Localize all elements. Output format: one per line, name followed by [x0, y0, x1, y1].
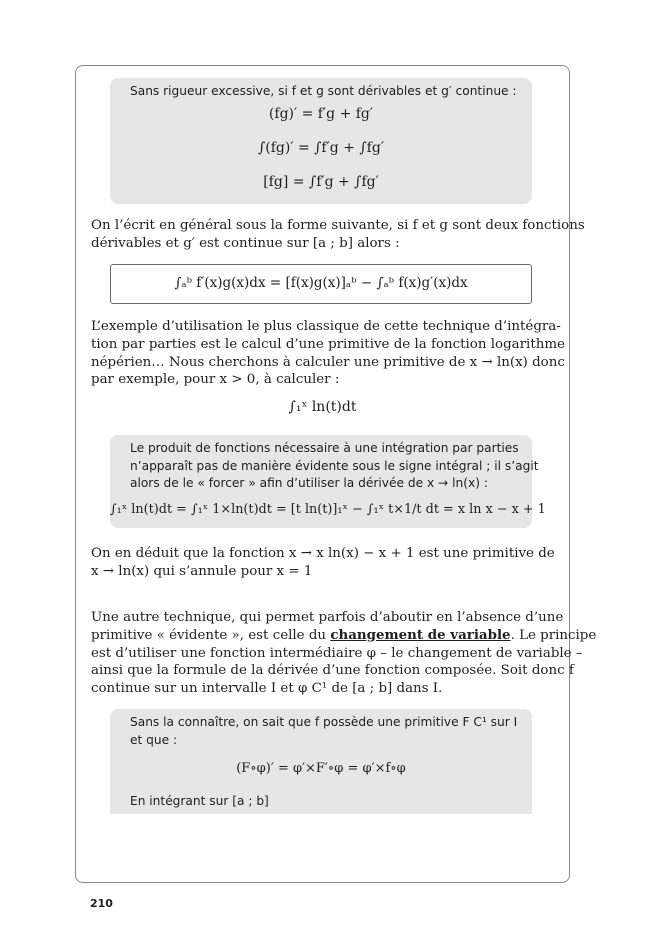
para3-line1: On en déduit que la fonction x → x ln(x) − x + 1 est une primitive de: [91, 546, 555, 561]
integral-ln: ∫₁ˣ ln(t)dt: [288, 399, 357, 415]
box3-formula: (F∘φ)′ = φ′×F′∘φ = φ′×f∘φ: [236, 761, 406, 776]
box3-line2: et que :: [130, 732, 178, 747]
box2-formula: ∫₁ˣ ln(t)dt = ∫₁ˣ 1×ln(t)dt = [t ln(t)]₁ˣ − ∫₁ˣ t×1/t dt = x ln x − x + 1: [110, 502, 546, 517]
para4-line1: Une autre technique, qui permet parfois d’aboutir en l’absence d’une: [91, 610, 564, 625]
para4-line3: est d’utiliser une fonction intermédiaire φ – le changement de variable –: [91, 645, 583, 661]
para2-line1: L’exemple d’utilisation le plus classique de cette technique d’intégra-: [91, 319, 561, 334]
para4-line2: primitive « évidente », est celle du changement de variable. Le principe: [91, 626, 597, 643]
info-box-forcing-product: [110, 435, 546, 528]
box1-eq3: [fg] = ∫f′g + ∫fg′: [263, 174, 379, 190]
para1-line2: dérivables et g′ est continue sur [a ; b] alors :: [91, 235, 400, 251]
para2-line2: tion par parties est le calcul d’une primitive de la fonction logarithme: [91, 336, 565, 352]
info-box-product-rule: [110, 78, 532, 204]
para1-line1: On l’écrit en général sous la forme suivante, si f et g sont deux fonctions: [91, 218, 585, 233]
para3-line2: x → ln(x) qui s’annule pour x = 1: [91, 563, 313, 579]
box2-line3: alors de le « forcer » afin d’utiliser la dérivée de x → ln(x) :: [130, 476, 488, 490]
para4-line4: ainsi que la formule de la dérivée d’une fonction composée. Soit donc f: [91, 663, 574, 679]
page-number: 210: [90, 897, 113, 910]
box1-eq1: (fg)′ = f′g + fg′: [268, 106, 374, 122]
box3-line3: En intégrant sur [a ; b]: [130, 794, 269, 808]
ipp-formula: ∫ₐᵇ f′(x)g(x)dx = [f(x)g(x)]ₐᵇ − ∫ₐᵇ f(x)g′(x)dx: [174, 275, 468, 291]
box2-line1: Le produit de fonctions nécessaire à une intégration par parties: [130, 441, 519, 455]
boxed-formula-ipp: [110, 264, 532, 304]
paragraph-integration-by-parts-intro: [91, 217, 585, 253]
change-of-variable-term: changement de variable: [330, 626, 511, 643]
para2-line3: népérien… Nous cherchons à calculer une primitive de x → ln(x) donc: [91, 354, 565, 370]
info-box-composite-primitive: [110, 709, 532, 814]
box2-line2: n’apparaît pas de manière évidente sous le signe intégral ; il s’agit: [130, 458, 539, 473]
para2-line4: par exemple, pour x > 0, à calculer :: [91, 372, 340, 388]
paragraph-primitive-result: [91, 545, 553, 581]
box3-line1: Sans la connaître, on sait que f possède une primitive F C¹ sur I: [130, 715, 518, 729]
box1-intro: Sans rigueur excessive, si f et g sont dérivables et g′ continue :: [130, 84, 517, 98]
paragraph-change-of-variable: [91, 609, 597, 698]
box1-eq2: ∫(fg)′ = ∫f′g + ∫fg′: [257, 140, 385, 156]
para4-line5: continue sur un intervalle I et φ C¹ de [a ; b] dans I.: [91, 681, 443, 697]
paragraph-ln-example: [91, 318, 565, 389]
